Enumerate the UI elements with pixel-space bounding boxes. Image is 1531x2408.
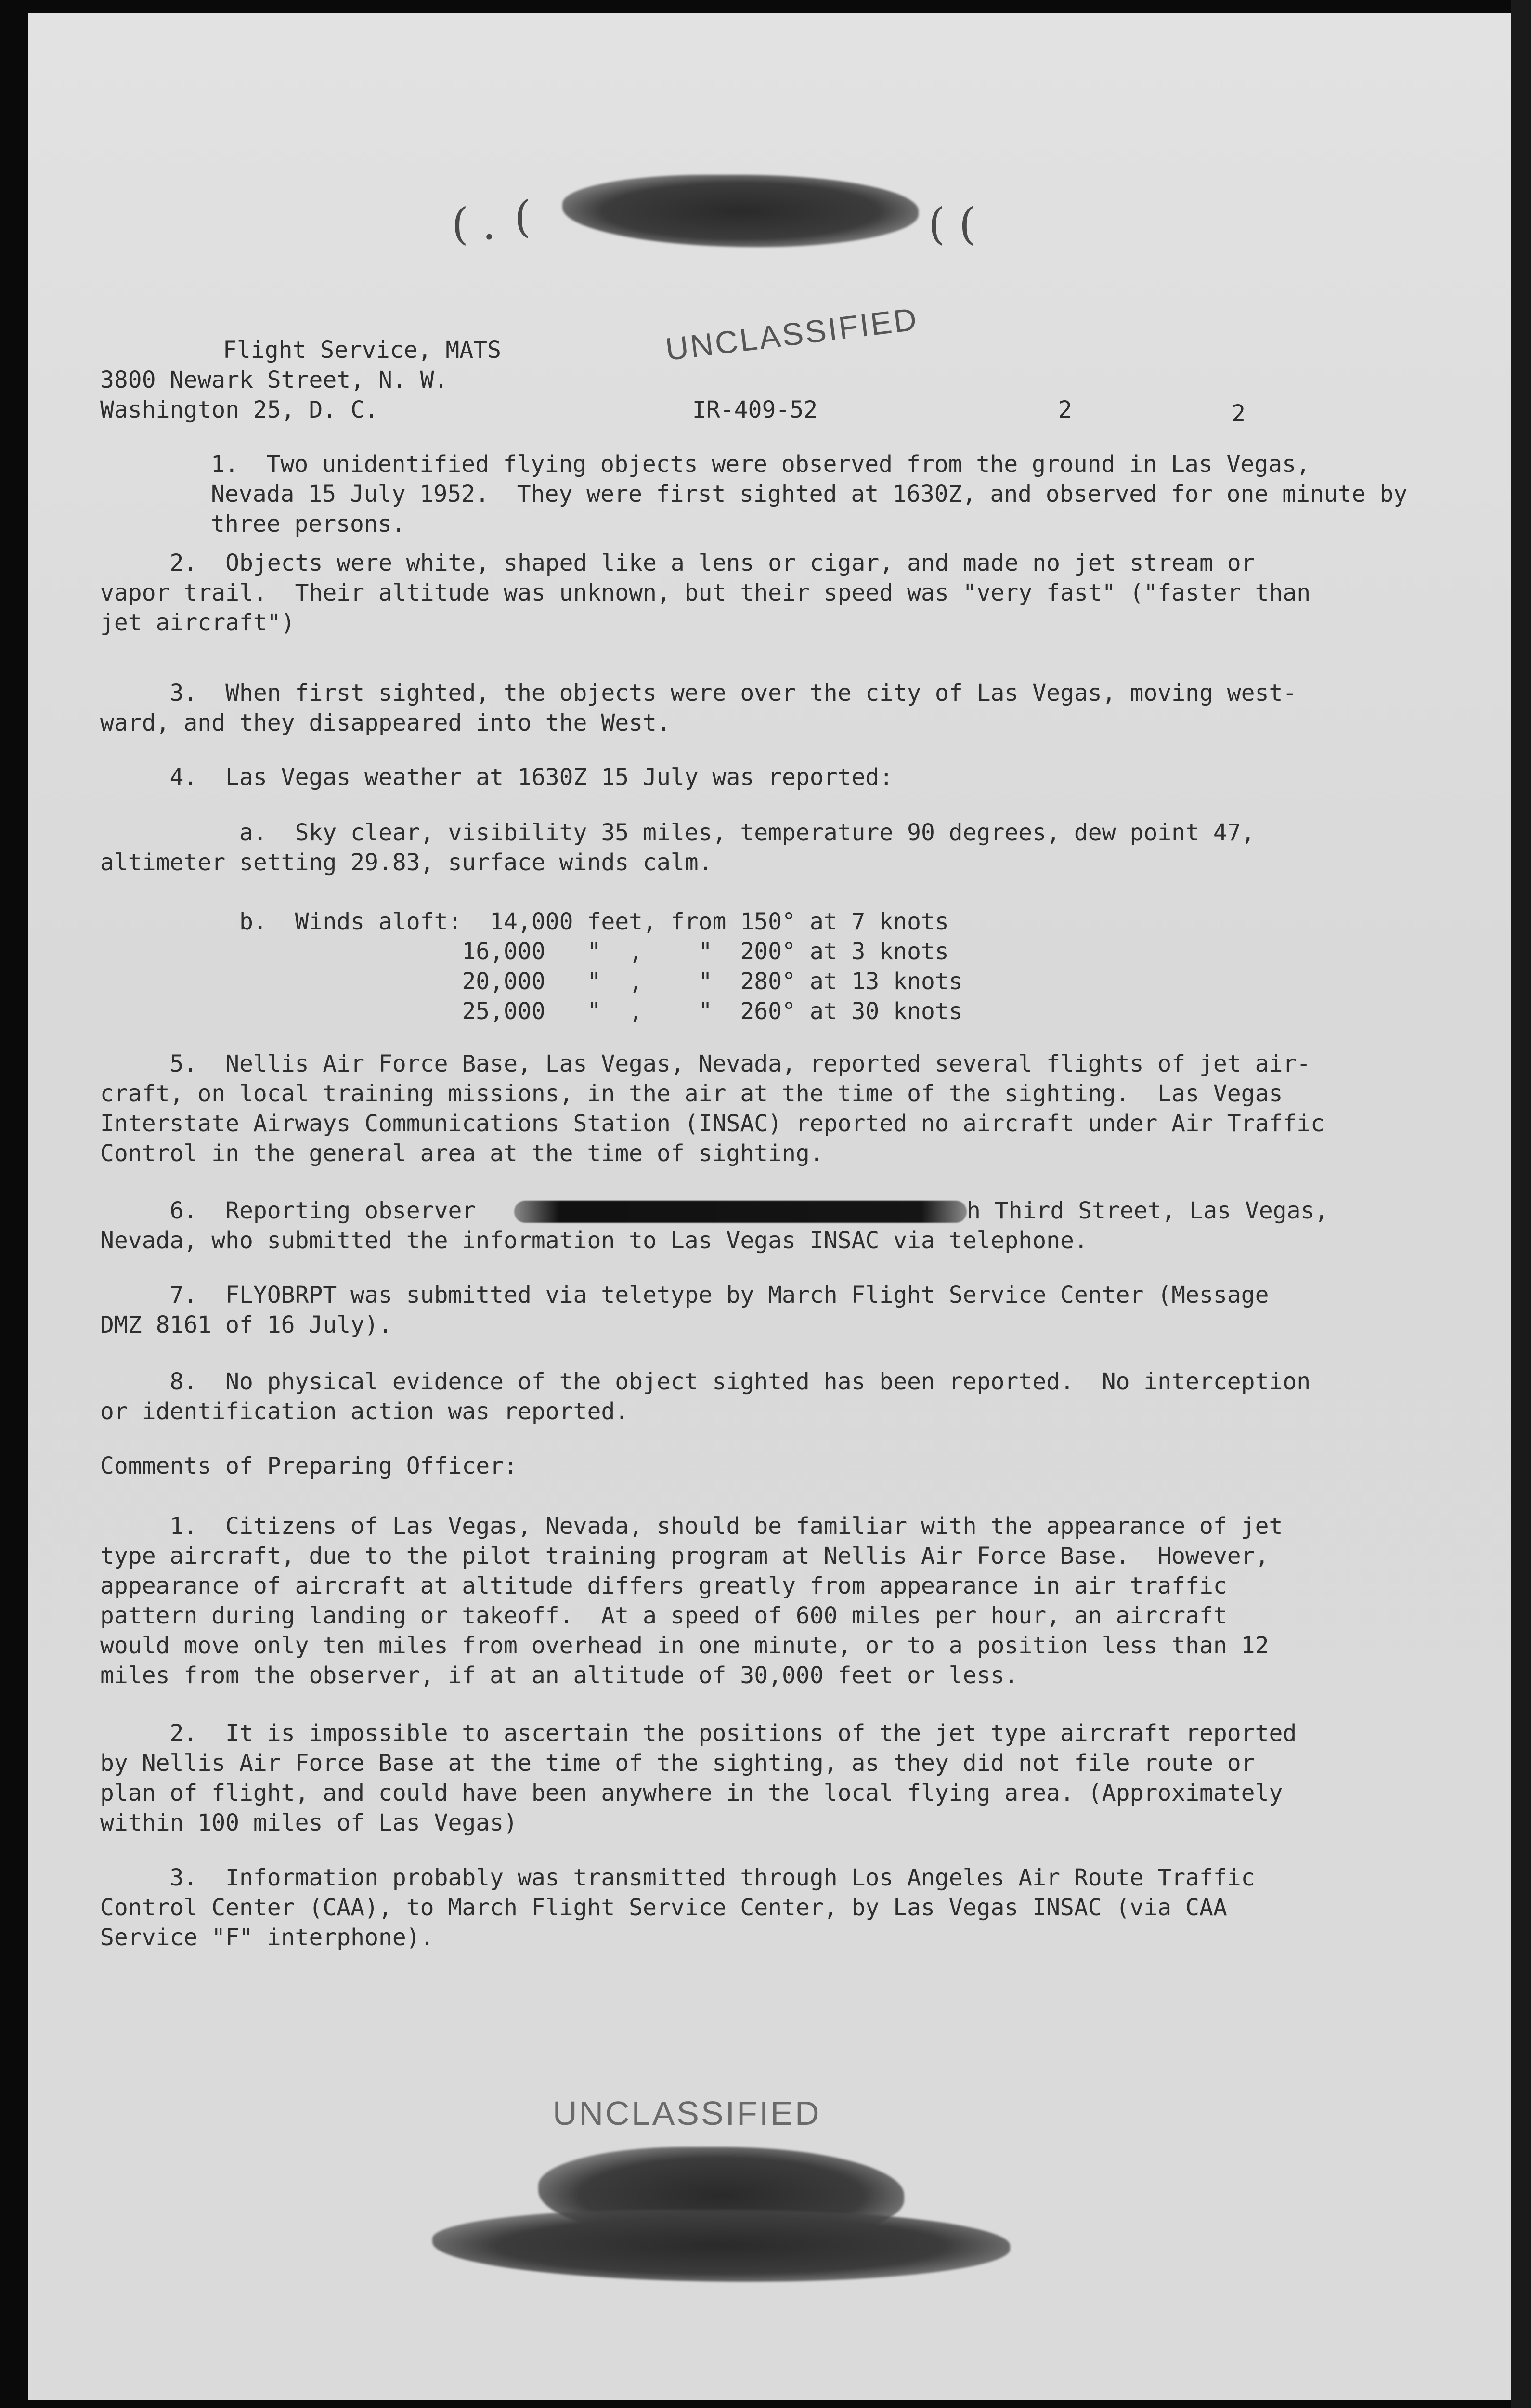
left-paren-mark-2: ( xyxy=(514,192,532,242)
scan-edge xyxy=(1511,0,1531,2408)
paragraph-6-start: 6. Reporting observer xyxy=(100,1197,476,1224)
address-line-1: Flight Service, MATS xyxy=(223,337,501,364)
redaction-bar-observer xyxy=(514,1201,967,1223)
paragraph-2: 2. Objects were white, shaped like a lens or cigar, and made no jet stream or vapor trail. Their altitude was unknown, but their speed was "very fast" ("faster than jet aircraft") xyxy=(100,550,1311,636)
paragraph-4b-winds-aloft: b. Winds aloft: 14,000 feet, from 150° at 7 knots 16,000 " , " 200° at 3 knots 20,000 " , " 280° at 13 knots 25,000 " , " 260° at 30 knots xyxy=(239,908,963,1025)
address-line-3: Washington 25, D. C. xyxy=(100,396,378,423)
classification-stamp-top: UNCLASSIFIED xyxy=(663,301,921,367)
right-paren-mark: ( ( xyxy=(928,199,976,249)
report-number: IR-409-52 xyxy=(692,396,818,423)
paragraph-4: 4. Las Vegas weather at 1630Z 15 July was reported: xyxy=(100,764,894,791)
comment-1: 1. Citizens of Las Vegas, Nevada, should be familiar with the appearance of jet type aircraft, due to the pilot training program at Nellis Air Force Base. However, appearance of aircraft at altitude differs greatly from appearance in air traffic pattern during landing or takeoff. At a speed of 600 miles per hour, an aircraft would move only ten miles from overhead in one minute, or to a position less than 12 miles from the observer, if at an altitude of 30,000 feet or less. xyxy=(100,1513,1283,1689)
paragraph-3: 3. When first sighted, the objects were over the city of Las Vegas, moving west- ward, and they disappeared into the West. xyxy=(100,680,1297,736)
paragraph-6-end: h Third Street, Las Vegas, xyxy=(967,1197,1329,1224)
paragraph-8: 8. No physical evidence of the object sighted has been reported. No interception or identification action was reported. xyxy=(100,1368,1311,1425)
paragraph-6-line-2: Nevada, who submitted the information to Las Vegas INSAC via telephone. xyxy=(100,1227,1088,1254)
page-number: 2 xyxy=(1058,396,1072,423)
paragraph-1: 1. Two unidentified flying objects were observed from the ground in Las Vegas, Nevada 15 July 1952. They were first sighted at 1630Z, and observed for one minute by three persons. xyxy=(211,451,1408,537)
document-page xyxy=(28,13,1511,2400)
paragraph-4a: a. Sky clear, visibility 35 miles, temperature 90 degrees, dew point 47, altimeter setting 29.83, surface winds calm. xyxy=(100,819,1255,876)
address-line-2: 3800 Newark Street, N. W. xyxy=(100,366,448,393)
paragraph-7: 7. FLYOBRPT was submitted via teletype by March Flight Service Center (Message DMZ 8161 of 16 July). xyxy=(100,1282,1269,1338)
comment-3: 3. Information probably was transmitted through Los Angeles Air Route Traffic Control Center (CAA), to March Flight Service Center, by Las Vegas INSAC (via CAA Service "F" interphone). xyxy=(100,1864,1255,1951)
redaction-blot-bottom-lower xyxy=(432,2210,1010,2282)
redaction-blot-top xyxy=(562,175,919,247)
comments-heading: Comments of Preparing Officer: xyxy=(100,1453,518,1479)
left-paren-mark: ( . xyxy=(452,199,496,249)
comment-2: 2. It is impossible to ascertain the positions of the jet type aircraft reported by Nellis Air Force Base at the time of the sighting, as they did not file route or plan of flight, and could have been anywhere in the local flying area. (Approximately within 100 miles of Las Vegas) xyxy=(100,1720,1297,1836)
paragraph-5: 5. Nellis Air Force Base, Las Vegas, Nevada, reported several flights of jet air- craft, on local training missions, in the air at the time of the sighting. Las Vegas Interstate Airways Communications Station (INSAC) reported no aircraft under Air Traffic Control in the general area at the time of sighting. xyxy=(100,1050,1325,1167)
page-number-copy: 2 xyxy=(1232,400,1246,427)
classification-stamp-bottom: UNCLASSIFIED xyxy=(553,2094,821,2132)
